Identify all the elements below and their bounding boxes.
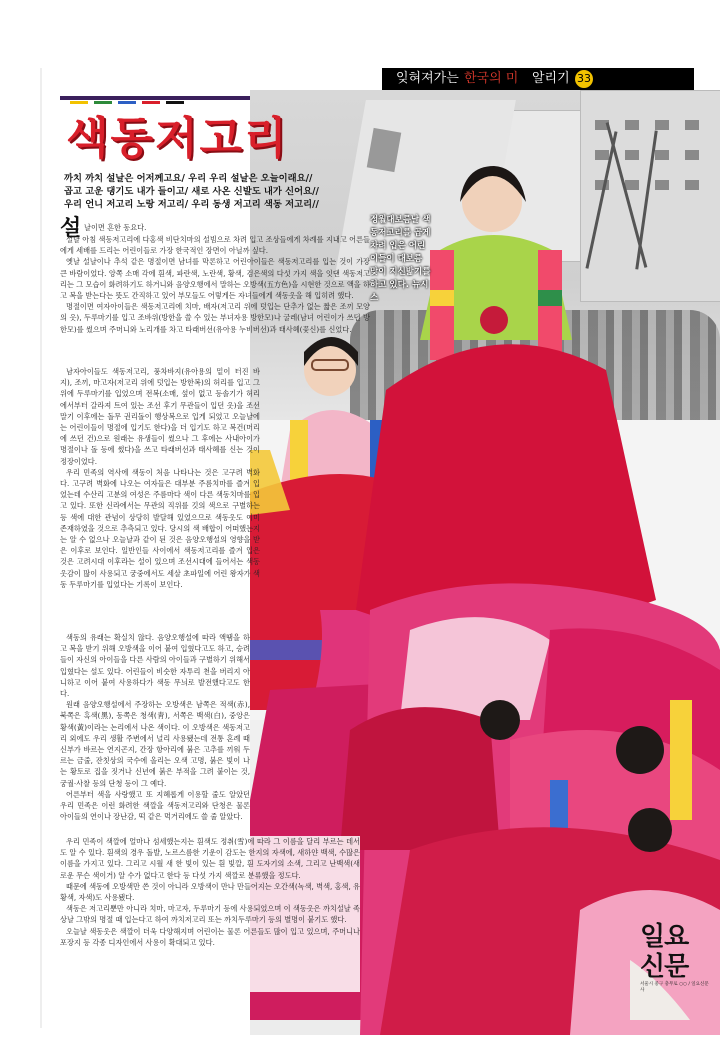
paragraph: 명절이면 여자아이들은 색동저고리에 치마, 배자(저고리 위에 덧입는 단추가 없는 짧은 조끼 모양의 옷), 두루마기를 입고 조바위(방한을 쓸 수 있는 부녀자용 방한모)나 굴레(남녀 어린이가 쓰던 방한모)를 썼으며 주머니와 노리개를 차고 타래버선(유아용 누비버선)과 태사혜(꽃신)를 신었다. [60,302,370,334]
paragraph: 때문에 색동에 오방색만 쓴 것이 아니라 오방색이 만나 만들어지는 오간색(녹색, 벽색, 홍색, 유황색, 자색)도 사용됐다. [60,881,360,903]
paragraph: 원래 음양오행설에서 주장하는 오방색은 남쪽은 적색(赤), 북쪽은 흑색(黑), 동쪽은 청색(靑), 서쪽은 백색(白), 중앙은 황색(黃)이라는 논리에서 나온 색이다. 이 오방색은 색동저고리 외에도 우리 생활 주변에서 널리 사용됐는데 전통 혼례 때 신부가 바르는 연지곤지, 간장 항아리에 붉은 고추를 끼워 두르는 금줄, 잔칫상의 국수에 올리는 오색 고명, 붉은 빛이 나는 황토로 집을 짓거나 신년에 붉은 부적을 그려 붙이는 것, 궁궐·사찰 등의 단청 등이 그 예다. [60,700,250,788]
issue-number-badge: 33 [575,70,593,88]
dropcap: 설 [60,216,82,241]
logo-address: 서울시 중구 충무로 ○○ / 일요신문사 [640,982,709,993]
paragraph: 설날 아침 색동저고리에 다홍색 비단치마의 설빔으로 차려 입고 조상들에게 차례를 지내고 어른들에게 세배를 드리는 어린이들로 가장 한국적인 장면이 아닐까 싶다. [60,235,370,256]
paragraph: 어른부터 색을 사랑했고 또 지혜롭게 이용할 줄도 알았던 우리 민족은 이런 화려한 색깔을 색동저고리와 단청은 물론 아이들의 연이나 장난감, 떡 같은 먹거리에도 쓸 줄 알았다. [60,789,250,822]
photo-caption: 정월대보름날 색동저고리를 곱게 차려 입은 어린이들이 대보름 맞이 지신밟기를 하고 있다. 뉴시스 [370,215,431,303]
series-suffix: 알리기 [532,71,570,86]
paragraph: 색동은 저고리뿐만 아니라 치마, 마고자, 두루마기 등에 사용되었으며 이 색동옷은 까치설날 족상날 그밖의 명절 때 입는다고 하여 까치저고리 또는 까치두루마기 등의 별명이 붙기도 했다. [60,904,360,925]
poem-line: 곱고 고운 댕기도 내가 들이고/ 새로 사온 신발도 내가 신어요// [64,186,319,197]
intro-line: 날이면 흔한 동요다. [84,223,147,232]
poem-line: 까치 까치 설날은 어저께고요/ 우리 우리 설날은 오늘이래요// [64,173,313,184]
body-column-bottom [60,836,360,992]
paragraph: 색동의 유래는 확실치 않다. 음양오행설에 따라 액땜을 하고 복을 받기 위해 오방색을 이어 붙여 입혔다고도 하고, 승려들이 자신의 아이들을 다른 사람의 아이들과 구별하기 위해서 입혔다는 설도 있다. 어린들이 비슷한 자투리 천을 버리지 아니하고 이어 붙여 사용하다가 색동 무늬로 발전했다고도 한다. [60,633,250,699]
paragraph: 오늘날 색동옷은 색깔이 더욱 다양해지며 어린이는 물론 어른들도 많이 입고 있으며, 주머니나 포장지 등 각종 디자인에서 사용이 확대되고 있다. [60,926,360,947]
title-decoration-bar [60,96,250,100]
paragraph: 우리 민족이 색깔에 얼마나 섬세했는지는 흰색도 정취(雪)에 따라 그 이름을 달리 부르는 데서도 알 수 있다. 흰색의 경우 돌발, 노르스름한 기운이 감도는 한지의 자색에, 새하얀 백색, 수많은 이름을 가지고 있다. 그리고 시월 새 한 빛이 있는 흰 빛깔, 흰 도자기의 소색, 그리고 난백색(새로운 무슨 색이거) 알 수가 없다고 한다 등 다섯 가지 색깔로 분류했을 정도다. [60,837,360,880]
newspaper-logo [640,922,712,993]
poem-line: 우리 언니 저고리 노랑 저고리/ 우리 동생 저고리 색동 저고리// [64,199,319,210]
article-title: 색동저고리 [66,113,289,164]
series-header [382,68,694,90]
body-column-mid [60,632,250,832]
paragraph: 우리 민족의 역사에 색동이 처음 나타나는 것은 고구려 벽화다. 고구려 벽화에 나오는 여자들은 대부분 주름치마를 즐겨 입었는데 수산리 고분의 여성은 주름마다 색이 다른 색동치마를 입고 있다. 또한 신라에서는 무관의 직위를 깃의 색으로 구별하는 등 색에 대한 관념이 상당히 발달해 있었으므로 색동옷도 이미 존재하였을 것으로 추측되고 있다. 당시의 색 배합이 어떠했는지는 알 수 없으나 오늘날과 같이 된 것은 음양오행설의 영향을 받은 이후로 보인다. 일반인들 사이에서 색동저고리를 즐겨 입은 것은 고려시대 이후라는 설이 있으며 조선시대에 들어서는 색동 옷감이 많이 사용되고 궁중에서도 세살 초파일에 어린 왕자가 색동 두루마기를 입었다는 기록이 보인다. [60,467,260,589]
body-column-wide-1 [60,234,370,364]
paragraph: 남자아이들도 색동저고리, 풍차바지(유아용의 밑이 터진 바지), 조끼, 마고자(저고리 위에 덧입는 방한복)의 허리를 입고 그 위에 두루마기를 입었으며 전복(소매, 섶이 없고 등솔기가 허리에서부터 갈라져 트여 있는 조선 후기 무관들이 입던 옷)을 조선 말기 이후에는 돌무 권리돌이 행상복으로 입게 되었고 오늘날에는 어린이들이 명절에 입기도 한다)을 더 입기도 하고 복건(머리에 쓰던 건)으로 원래는 유생들이 썼으나 그 후에는 사내아이가 명절이나 돌 등에 썼다)을 쓰고 타래버선과 태사혜를 신는 것이 정장이었다. [60,367,260,466]
paragraph: 옛날 설날이나 추석 같은 명절이면 남녀를 막론하고 어린아이들은 색동저고리를 입는 것이 가장 큰 바람이었다. 앙쪽 소매 각에 흰색, 파란색, 노란색, 황색, 검은색의 다섯 가지 색을 잇댄 색동저고리는 그 모습이 화려하기도 하거니와 음양오행에서 말하는 오방색(五方色)을 시현한 것으로 액을 하고 복을 받는다는 뜻도 간직하고 있어 부모들도 어렇게든 자녀들에게 색동옷을 해 입히려 했다. [60,257,370,301]
poem-lead [64,172,384,211]
logo-name: 일요신문 [640,922,689,982]
series-accent: 한국의 미 [464,71,519,86]
left-margin-rule [40,68,42,1028]
series-prefix: 잊혀져가는 [396,71,459,86]
body-column-narrow [60,366,260,630]
